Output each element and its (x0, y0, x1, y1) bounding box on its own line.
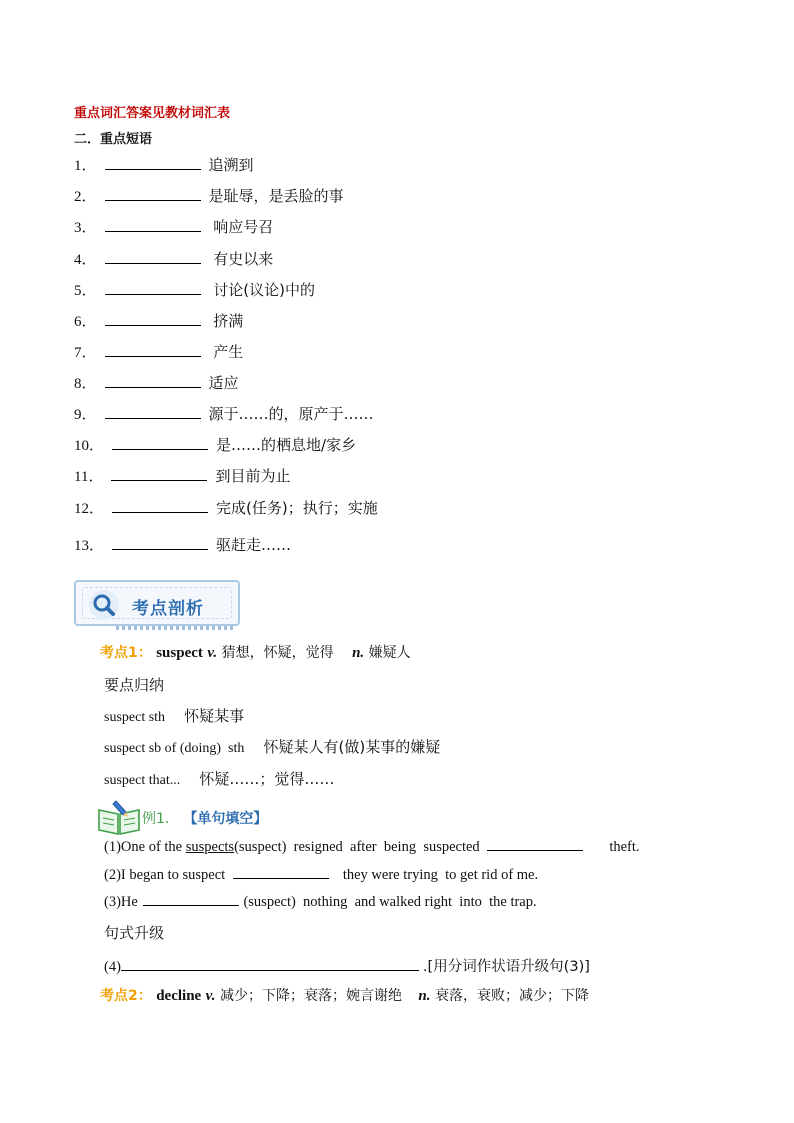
phrase-meaning: 是耻辱，是丢脸的事 (208, 187, 344, 205)
usage-zh: 怀疑某人有(做)某事的嫌疑 (263, 738, 441, 756)
phrase-number: 4． (74, 252, 97, 268)
noun-meaning: 嫌疑人 (368, 645, 411, 661)
answer-blank[interactable] (105, 293, 201, 295)
answer-blank[interactable] (105, 199, 201, 201)
phrase-item (74, 534, 291, 555)
exercise-type: 【单句填空】 (183, 811, 268, 827)
summary-title: 要点归纳 (104, 676, 165, 694)
phrase-item (74, 434, 356, 455)
answer-blank[interactable] (487, 849, 583, 851)
answer-blank[interactable] (105, 324, 201, 326)
phrase-number: 11． (74, 469, 104, 485)
usage-item (104, 768, 334, 789)
phrase-meaning: 有史以来 (208, 250, 274, 268)
phrase-meaning: 驱赶走…… (216, 536, 292, 554)
answer-blank[interactable] (121, 969, 419, 971)
phrase-meaning: 产生 (208, 343, 244, 361)
book-pencil-icon (96, 798, 142, 836)
phrase-meaning: 到目前为止 (215, 467, 291, 485)
phrase-number: 8． (74, 376, 97, 392)
phrase-meaning: 适应 (208, 374, 239, 392)
phrase-meaning: 源于……的，原产于…… (208, 405, 374, 423)
phrase-number: 5． (74, 283, 97, 299)
exercise-line (104, 867, 538, 884)
exercise-text: (2)I began to suspect (104, 867, 226, 883)
phrase-number: 13． (74, 538, 105, 554)
usage-en: suspect that... (104, 773, 181, 788)
phrase-meaning: 讨论(议论)中的 (208, 281, 315, 299)
phrase-item (74, 248, 273, 269)
answer-blank[interactable] (112, 548, 208, 550)
phrase-item (74, 497, 378, 518)
example-heading (142, 808, 267, 828)
pos-noun: n. (418, 988, 431, 1004)
exercise-text: (4) (104, 959, 121, 975)
phrase-item (74, 372, 239, 393)
phrase-item (74, 216, 273, 237)
phrase-meaning: 响应号召 (208, 218, 274, 236)
usage-item (104, 736, 440, 757)
verb-meaning: 猜想，怀疑，觉得 (221, 645, 334, 661)
key-point-2 (100, 985, 589, 1005)
phrase-item (74, 279, 315, 300)
section-title: 二．重点短语 (74, 132, 153, 147)
usage-zh: 怀疑某事 (184, 707, 245, 725)
key-point-label: 考点2： (100, 988, 152, 1004)
phrase-meaning: 挤满 (208, 312, 244, 330)
answer-blank[interactable] (105, 355, 201, 357)
exercise-text: they were trying to get rid of me. (342, 867, 539, 883)
banner-title: 考点剖析 (132, 599, 204, 619)
exercise-text: .[用分词作状语升级句(3)] (422, 959, 590, 975)
answer-blank[interactable] (111, 479, 207, 481)
phrase-meaning: 是……的栖息地/家乡 (216, 436, 357, 454)
phrase-item (74, 310, 243, 331)
phrase-number: 6． (74, 314, 97, 330)
phrase-item (74, 465, 290, 486)
phrase-item (74, 154, 254, 175)
vocab-note: 重点词汇答案见教材词汇表 (74, 106, 231, 121)
phrase-number: 2． (74, 189, 97, 205)
key-word: decline (156, 988, 202, 1004)
phrase-number: 10． (74, 438, 105, 454)
answer-blank[interactable] (143, 904, 239, 906)
answer-blank[interactable] (105, 386, 201, 388)
noun-meaning: 衰落，衰败；减少；下降 (434, 988, 589, 1004)
exercise-text: (3)He (104, 894, 138, 910)
answer-blank[interactable] (112, 448, 208, 450)
phrase-meaning: 追溯到 (208, 156, 254, 174)
exercise-line (104, 894, 537, 911)
example-label: 例1． (142, 811, 179, 827)
magnifier-icon (88, 589, 120, 621)
pos-verb: v. (205, 988, 216, 1004)
answer-blank[interactable] (112, 511, 208, 513)
usage-en: suspect sth (104, 710, 166, 725)
section-banner (74, 580, 240, 626)
phrase-number: 12． (74, 501, 105, 517)
phrase-item (74, 403, 374, 424)
pos-verb: v. (207, 645, 218, 661)
answer-blank[interactable] (233, 877, 329, 879)
upgrade-title: 句式升级 (104, 924, 165, 942)
exercise-line (104, 955, 590, 976)
exercise-text: (suspect) resigned after being suspected (234, 839, 480, 855)
phrase-number: 3． (74, 220, 97, 236)
phrase-item (74, 185, 344, 206)
key-word: suspect (156, 645, 203, 661)
usage-en: suspect sb of (doing) sth (104, 741, 245, 756)
underlined-answer: suspects (185, 839, 235, 855)
key-point-1 (100, 642, 411, 662)
exercise-text: (1)One of the (104, 839, 186, 855)
phrase-number: 7． (74, 345, 97, 361)
pos-noun: n. (352, 645, 365, 661)
exercise-text: theft. (609, 839, 640, 855)
phrase-item (74, 341, 243, 362)
answer-blank[interactable] (105, 262, 201, 264)
answer-blank[interactable] (105, 168, 201, 170)
answer-blank[interactable] (105, 417, 201, 419)
answer-blank[interactable] (105, 230, 201, 232)
phrase-number: 1． (74, 158, 97, 174)
verb-meaning: 减少；下降；衰落；婉言谢绝 (219, 988, 402, 1004)
exercise-text: (suspect) nothing and walked right into the trap. (243, 894, 537, 910)
exercise-line (104, 839, 640, 856)
banner-underline (116, 626, 236, 630)
usage-item (104, 705, 244, 726)
key-point-label: 考点1： (100, 645, 152, 661)
phrase-meaning: 完成(任务)；执行；实施 (216, 499, 378, 517)
usage-zh: 怀疑……；觉得…… (199, 770, 335, 788)
phrase-number: 9． (74, 407, 97, 423)
